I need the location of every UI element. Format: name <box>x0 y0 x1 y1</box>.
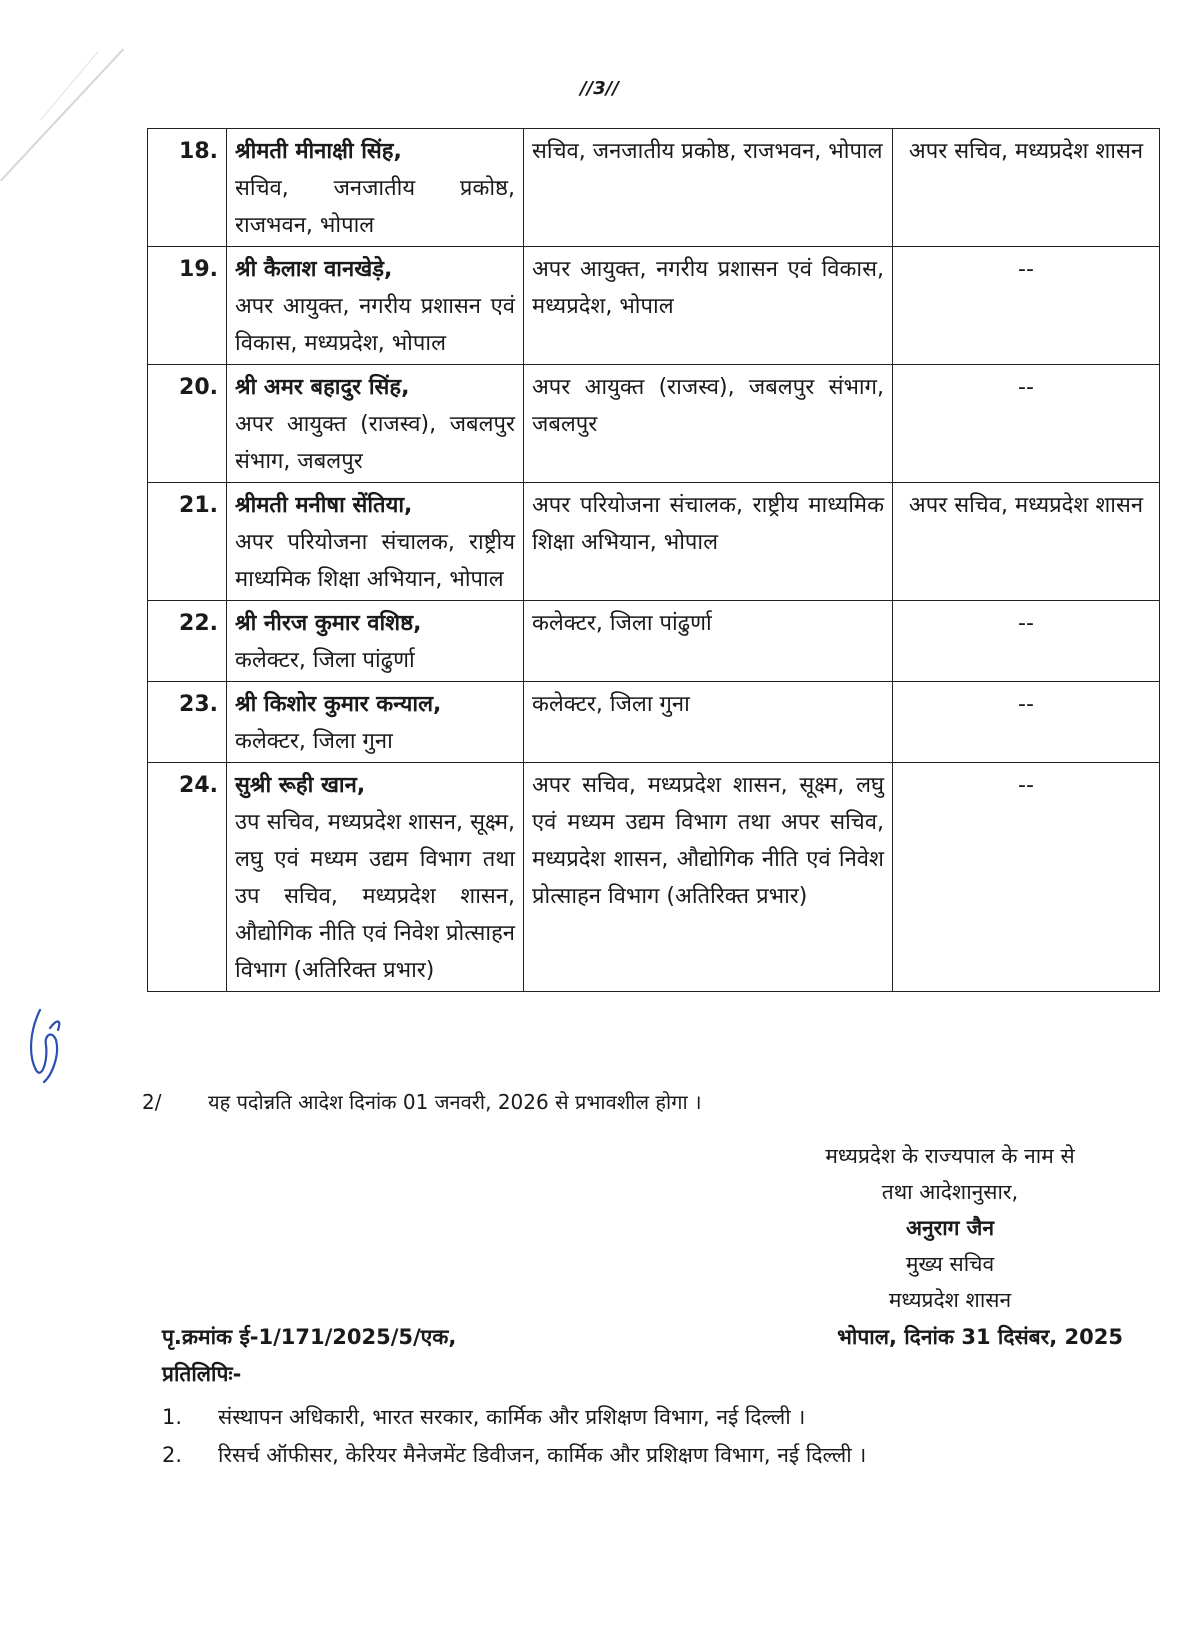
current-post: कलेक्टर, जिला गुना <box>235 729 393 754</box>
row-number: 20. <box>148 365 227 483</box>
reference-number: पृ.क्रमांक ई-1/171/2025/5/एक, <box>162 1325 457 1349</box>
row-number: 19. <box>148 247 227 365</box>
officer-name: सुश्री रूही खान, <box>235 773 366 798</box>
signatory-designation: मुख्य सचिव <box>905 1252 995 1276</box>
table-row <box>148 601 1160 682</box>
new-post: कलेक्टर, जिला गुना <box>524 682 893 763</box>
officer-cell <box>227 763 524 992</box>
list-item-text: रिसर्च ऑफीसर, केरियर मैनेजमेंट डिवीजन, कार्मिक और प्रशिक्षण विभाग, नई दिल्ली । <box>218 1443 867 1467</box>
table-row <box>148 682 1160 763</box>
table-row <box>148 483 1160 601</box>
new-post: अपर परियोजना संचालक, राष्ट्रीय माध्यमिक शिक्षा अभियान, भोपाल <box>524 483 893 601</box>
new-post: अपर सचिव, मध्यप्रदेश शासन, सूक्ष्म, लघु एवं मध्यम उद्यम विभाग तथा अपर सचिव, मध्यप्रदेश शासन, औद्योगिक नीति एवं निवेश प्रोत्साहन विभाग (अतिरिक्त प्रभार) <box>524 763 893 992</box>
signature-line-1: मध्यप्रदेश के राज्यपाल के नाम से <box>825 1144 1075 1168</box>
remark: अपर सचिव, मध्यप्रदेश शासन <box>893 129 1160 247</box>
officer-name: श्री अमर बहादुर सिंह, <box>235 375 410 400</box>
current-post: उप सचिव, मध्यप्रदेश शासन, सूक्ष्म, लघु एवं मध्यम उद्यम विभाग तथा उप सचिव, मध्यप्रदेश शासन, औद्योगिक नीति एवं निवेश प्रोत्साहन विभाग (अतिरिक्त प्रभार) <box>235 810 515 983</box>
current-post: कलेक्टर, जिला पांढुर्णा <box>235 648 415 673</box>
officer-cell <box>227 682 524 763</box>
row-number: 23. <box>148 682 227 763</box>
row-number: 21. <box>148 483 227 601</box>
row-number: 24. <box>148 763 227 992</box>
copy-list <box>162 1398 866 1474</box>
initials-signature <box>22 1000 72 1090</box>
signature-line-2: तथा आदेशानुसार, <box>881 1180 1019 1204</box>
officer-cell <box>227 365 524 483</box>
remark: -- <box>893 247 1160 365</box>
current-post: अपर परियोजना संचालक, राष्ट्रीय माध्यमिक शिक्षा अभियान, भोपाल <box>235 530 515 592</box>
officer-cell <box>227 483 524 601</box>
table-row <box>148 247 1160 365</box>
new-post: कलेक्टर, जिला पांढुर्णा <box>524 601 893 682</box>
remark: -- <box>893 365 1160 483</box>
list-item-number: 1. <box>162 1405 183 1429</box>
new-post: सचिव, जनजातीय प्रकोष्ठ, राजभवन, भोपाल <box>524 129 893 247</box>
paragraph-2 <box>142 1088 702 1115</box>
remark: अपर सचिव, मध्यप्रदेश शासन <box>893 483 1160 601</box>
list-item <box>162 1436 866 1474</box>
current-post: अपर आयुक्त, नगरीय प्रशासन एवं विकास, मध्यप्रदेश, भोपाल <box>235 294 515 356</box>
issue-date: भोपाल, दिनांक 31 दिसंबर, 2025 <box>837 1325 1123 1349</box>
officer-cell <box>227 247 524 365</box>
officer-cell <box>227 129 524 247</box>
new-post: अपर आयुक्त, नगरीय प्रशासन एवं विकास, मध्यप्रदेश, भोपाल <box>524 247 893 365</box>
promotion-table <box>147 128 1160 992</box>
signatory-name: अनुराग जैन <box>905 1216 995 1240</box>
table-row <box>148 763 1160 992</box>
officer-name: श्रीमती मीनाक्षी सिंह, <box>235 139 402 164</box>
officer-name: श्री कैलाश वानखेड़े, <box>235 257 393 282</box>
list-item-text: संस्थापन अधिकारी, भारत सरकार, कार्मिक और प्रशिक्षण विभाग, नई दिल्ली । <box>218 1405 806 1429</box>
new-post: अपर आयुक्त (राजस्व), जबलपुर संभाग, जबलपुर <box>524 365 893 483</box>
officer-name: श्री नीरज कुमार वशिष्ठ, <box>235 611 422 636</box>
officer-cell <box>227 601 524 682</box>
list-item <box>162 1398 866 1436</box>
officer-name: श्री किशोर कुमार कन्याल, <box>235 692 442 717</box>
paper-crease <box>0 48 124 181</box>
paragraph-number: 2/ <box>142 1090 162 1114</box>
row-number: 22. <box>148 601 227 682</box>
copy-to-label: प्रतिलिपिः- <box>162 1362 242 1386</box>
table-row <box>148 365 1160 483</box>
list-item-number: 2. <box>162 1443 183 1467</box>
paragraph-text: यह पदोन्नति आदेश दिनांक 01 जनवरी, 2026 से प्रभावशील होगा । <box>208 1090 702 1114</box>
remark: -- <box>893 763 1160 992</box>
row-number: 18. <box>148 129 227 247</box>
current-post: अपर आयुक्त (राजस्व), जबलपुर संभाग, जबलपुर <box>235 412 515 474</box>
remark: -- <box>893 601 1160 682</box>
officer-name: श्रीमती मनीषा सेंतिया, <box>235 493 413 518</box>
remark: -- <box>893 682 1160 763</box>
table-row <box>148 129 1160 247</box>
current-post: सचिव, जनजातीय प्रकोष्ठ, राजभवन, भोपाल <box>235 176 515 238</box>
signature-block <box>780 1138 1120 1318</box>
signatory-office: मध्यप्रदेश शासन <box>888 1288 1012 1312</box>
page-number: //3// <box>580 78 619 99</box>
